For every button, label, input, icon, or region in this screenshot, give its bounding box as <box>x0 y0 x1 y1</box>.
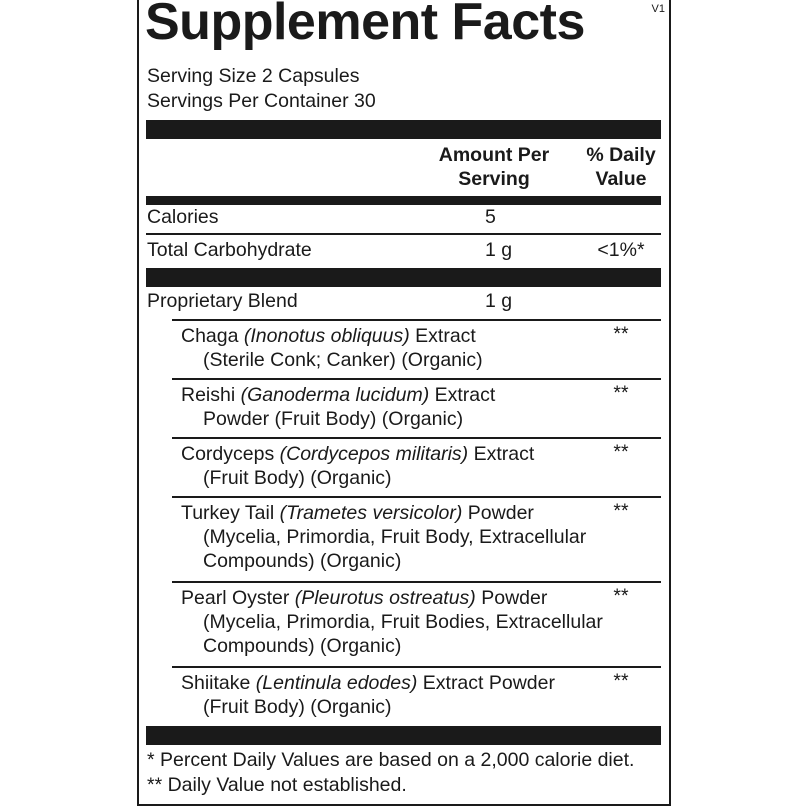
blend-row-divider <box>172 496 661 498</box>
thick-divider <box>146 726 661 745</box>
carbohydrate-daily-value: <1%* <box>597 239 645 261</box>
common-name: Pearl Oyster <box>181 587 290 609</box>
blend-item-detail: (Fruit Body) (Organic) <box>203 696 392 718</box>
latin-name: (Inonotus obliquus) <box>243 325 410 347</box>
amount-per-serving-header <box>421 143 567 191</box>
common-name: Reishi <box>181 384 236 406</box>
carbohydrate-amount: 1 g <box>485 239 513 261</box>
blend-row-divider <box>172 378 661 380</box>
amount-header-line2: Serving <box>458 168 530 190</box>
common-name: Cordyceps <box>181 443 275 465</box>
extract-form: Extract <box>473 443 535 465</box>
supplement-facts-panel <box>137 0 671 806</box>
row-divider <box>146 233 661 235</box>
blend-item-name <box>181 383 495 407</box>
dv-header-line2: Value <box>595 168 647 190</box>
panel-title: Supplement Facts <box>145 0 585 51</box>
blend-item-detail: (Mycelia, Primordia, Fruit Bodies, Extracellular <box>203 611 603 633</box>
calories-amount: 5 <box>485 206 496 228</box>
blend-item-detail: Powder (Fruit Body) (Organic) <box>203 408 464 430</box>
latin-name: (Lentinula edodes) <box>255 672 418 694</box>
blend-item-name <box>181 586 547 610</box>
footnote-dv-not-established: ** Daily Value not established. <box>147 774 407 796</box>
common-name: Turkey Tail <box>181 502 275 524</box>
blend-item-daily-value: ** <box>613 585 629 607</box>
medium-divider <box>146 196 661 205</box>
extract-form: Powder <box>467 502 534 524</box>
blend-item-daily-value: ** <box>613 441 629 463</box>
servings-per-container: Servings Per Container 30 <box>147 90 376 112</box>
blend-item-name <box>181 324 476 348</box>
blend-row-divider <box>172 319 661 321</box>
blend-item-daily-value: ** <box>613 382 629 404</box>
blend-item-name <box>181 501 534 525</box>
blend-item-detail: Compounds) (Organic) <box>203 635 402 657</box>
common-name: Chaga <box>181 325 239 347</box>
blend-item-detail: (Sterile Conk; Canker) (Organic) <box>203 349 483 371</box>
blend-row-divider <box>172 437 661 439</box>
latin-name: (Ganoderma lucidum) <box>240 384 430 406</box>
daily-value-header <box>576 143 666 191</box>
blend-item-detail: (Mycelia, Primordia, Fruit Body, Extracellular <box>203 526 587 548</box>
carbohydrate-label: Total Carbohydrate <box>147 239 312 261</box>
extract-form: Extract <box>415 325 476 347</box>
blend-row-divider <box>172 666 661 668</box>
blend-item-name <box>181 442 534 466</box>
latin-name: (Trametes versicolor) <box>279 502 463 524</box>
blend-item-detail: Compounds) (Organic) <box>203 550 402 572</box>
extract-form: Extract <box>434 384 496 406</box>
blend-item-daily-value: ** <box>613 670 629 692</box>
proprietary-blend-amount: 1 g <box>485 290 513 312</box>
latin-name: (Pleurotus ostreatus) <box>294 587 476 609</box>
dv-header-line1: % Daily <box>586 144 656 166</box>
extract-form: Powder <box>481 587 548 609</box>
blend-item-detail: (Fruit Body) (Organic) <box>203 467 392 489</box>
blend-item-daily-value: ** <box>613 500 629 522</box>
footnote-percent-dv: * Percent Daily Values are based on a 2,000 calorie diet. <box>147 749 635 771</box>
blend-row-divider <box>172 581 661 583</box>
amount-header-line1: Amount Per <box>438 144 550 166</box>
thick-divider <box>146 268 661 287</box>
blend-item-name <box>181 671 555 695</box>
extract-form: Extract Powder <box>422 672 555 694</box>
calories-label: Calories <box>147 206 219 228</box>
latin-name: (Cordycepos militaris) <box>279 443 469 465</box>
version-mark: V1 <box>651 3 665 15</box>
proprietary-blend-label: Proprietary Blend <box>147 290 298 312</box>
serving-size: Serving Size 2 Capsules <box>147 65 360 87</box>
thick-divider <box>146 120 661 139</box>
blend-item-daily-value: ** <box>613 323 629 345</box>
common-name: Shiitake <box>181 672 251 694</box>
